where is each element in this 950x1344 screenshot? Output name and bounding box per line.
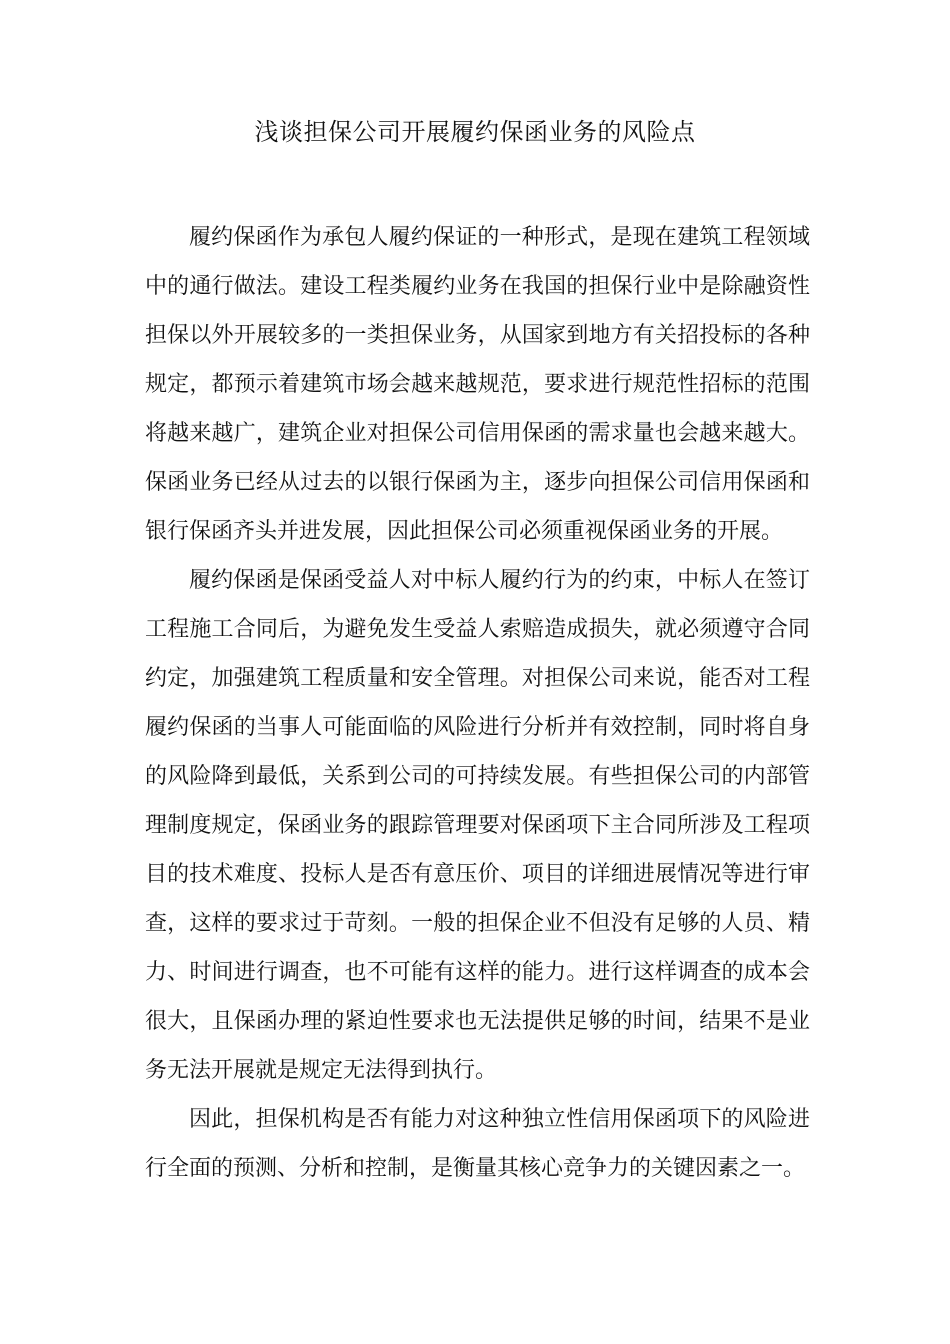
paragraph: 履约保函作为承包人履约保证的一种形式，是现在建筑工程领域中的通行做法。建设工程类履约业务在我国的担保行业中是除融资性担保以外开展较多的一类担保业务，从国家到地方有关招投标的各种规定，都预示着建筑市场会越来越规范，要求进行规范性招标的范围将越来越广，建筑企业对担保公司信用保函的需求量也会越来越大。保函业务已经从过去的以银行保函为主，逐步向担保公司信用保函和银行保函齐头并进发展，因此担保公司必须重视保函业务的开展。	[145, 225, 810, 544]
document-body	[145, 213, 810, 1193]
paragraph: 履约保函是保函受益人对中标人履约行为的约束，中标人在签订工程施工合同后，为避免发生受益人索赔造成损失，就必须遵守合同约定，加强建筑工程质量和安全管理。对担保公司来说，能否对工程履约保函的当事人可能面临的风险进行分析并有效控制，同时将自身的风险降到最低，关系到公司的可持续发展。有些担保公司的内部管理制度规定，保函业务的跟踪管理要对保函项下主合同所涉及工程项目的技术难度、投标人是否有意压价、项目的详细进展情况等进行审查，这样的要求过于苛刻。一般的担保企业不但没有足够的人员、精力、时间进行调查，也不可能有这样的能力。进行这样调查的成本会很大，且保函办理的紧迫性要求也无法提供足够的时间，结果不是业务无法开展就是规定无法得到执行。	[145, 568, 810, 1083]
document-title: 浅谈担保公司开展履约保函业务的风险点	[254, 118, 696, 146]
paragraph: 因此，担保机构是否有能力对这种独立性信用保函项下的风险进行全面的预测、分析和控制，是衡量其核心竞争力的关键因素之一。	[145, 1107, 810, 1181]
